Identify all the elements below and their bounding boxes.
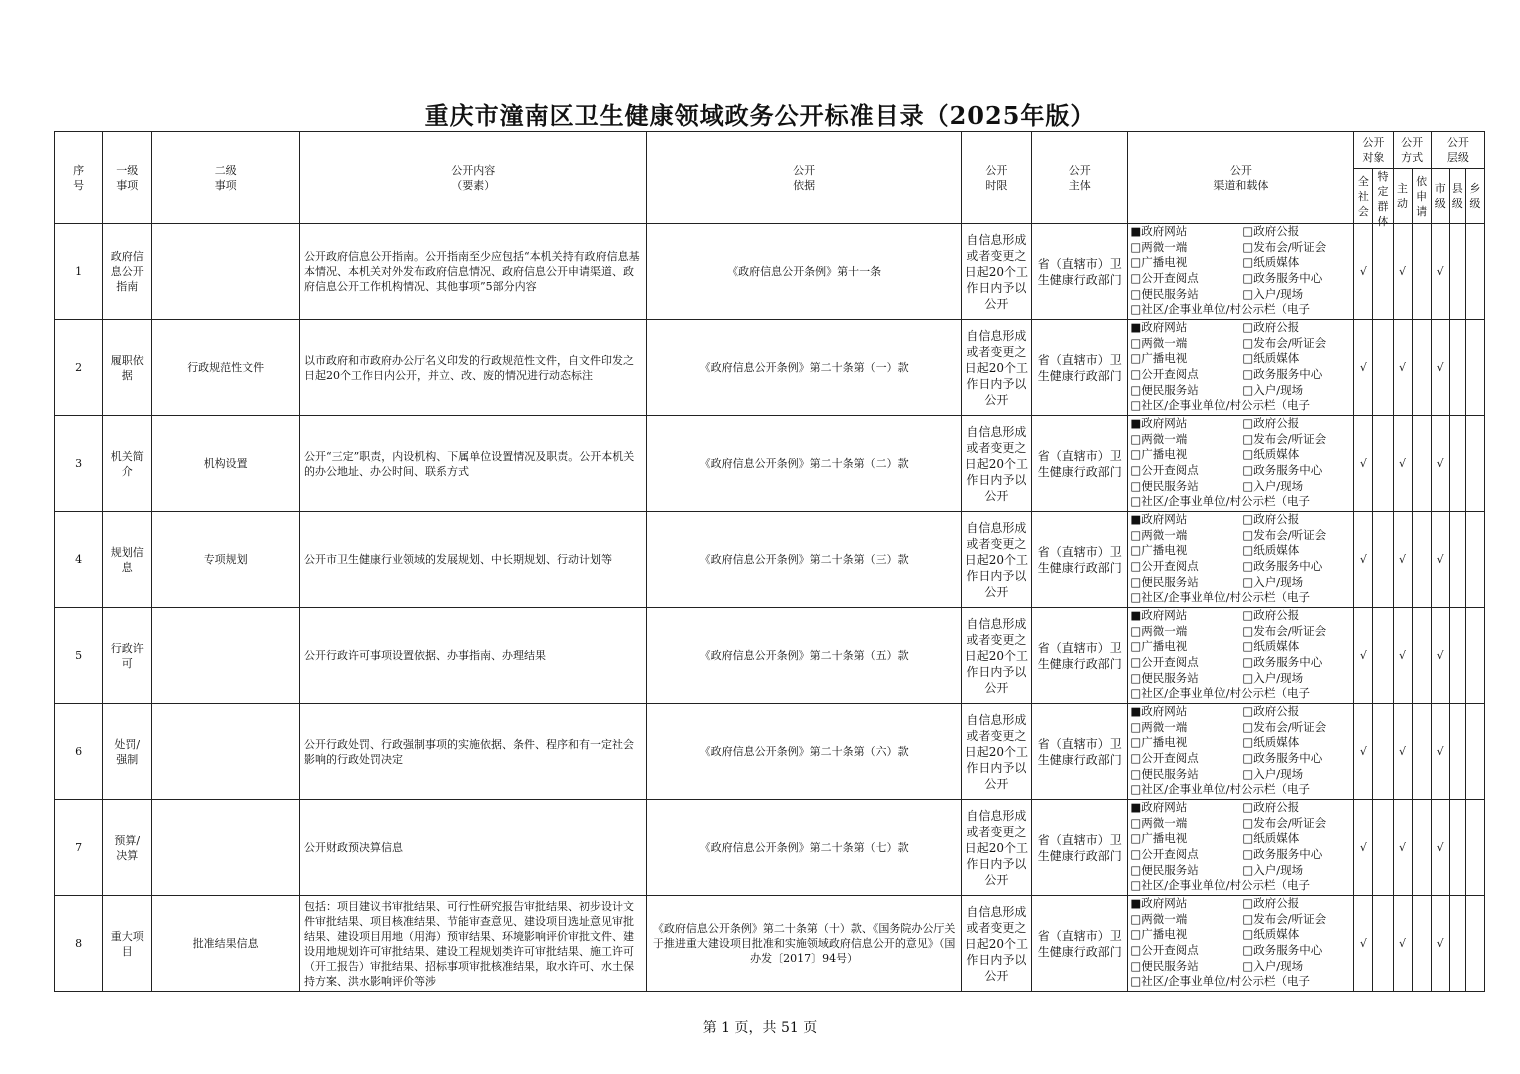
header-content-text: 公开内容 （要素） [451, 163, 496, 192]
channel-item [1242, 302, 1351, 318]
channel-item: □发布会/听证会 [1242, 431, 1327, 446]
header-level-group-text: 公开 层级 [1446, 136, 1469, 164]
header-basis [647, 132, 961, 224]
channel-item: □纸质媒体 [1242, 639, 1300, 654]
row-subject: 省（直辖市）卫生健康行政部门 [1032, 416, 1128, 512]
header-level-county: 县 级 [1449, 169, 1465, 224]
channel-item: □两微一端 [1130, 911, 1188, 926]
channel-item: □两微一端 [1130, 719, 1188, 734]
channel-item: □两微一端 [1130, 239, 1188, 254]
row-number: 8 [55, 896, 103, 992]
row-level1: 规划信息 [103, 512, 152, 608]
row-content [300, 896, 647, 992]
channel-item: □广播电视 [1130, 255, 1188, 270]
check-county [1449, 800, 1465, 896]
channel-item: □两微一端 [1130, 623, 1188, 638]
row-level1: 预算/决算 [103, 800, 152, 896]
check-county [1449, 896, 1465, 992]
channel-item: □便民服务站 [1130, 670, 1199, 685]
check-county [1449, 704, 1465, 800]
channel-item: □便民服务站 [1130, 382, 1199, 397]
row-subject: 省（直辖市）卫生健康行政部门 [1032, 800, 1128, 896]
header-level1 [103, 132, 152, 224]
header-method-active: 主 动 [1393, 169, 1412, 224]
row-content-text: 公开市卫生健康行业领域的发展规划、中长期规划、行动计划等 [304, 553, 612, 566]
header-target-group [1354, 132, 1393, 169]
row-content [300, 224, 647, 320]
channel-item: □广播电视 [1130, 447, 1188, 462]
check-county [1449, 608, 1465, 704]
row-level1: 行政许可 [103, 608, 152, 704]
row-number: 3 [55, 416, 103, 512]
table-row [55, 896, 1485, 992]
channel-item: □政府公报 [1242, 704, 1300, 718]
row-level2 [152, 704, 300, 800]
header-seq-text: 序 号 [73, 163, 85, 192]
row-content [300, 320, 647, 416]
header-level2 [152, 132, 300, 224]
channel-item: □政府公报 [1242, 416, 1300, 430]
header-seq [55, 132, 103, 224]
channel-item: □入户/现场 [1242, 862, 1304, 877]
table-row [55, 224, 1485, 320]
header-time [961, 132, 1031, 224]
check-specific-group [1373, 608, 1393, 704]
check-active: √ [1393, 608, 1412, 704]
channel-item: □便民服务站 [1130, 766, 1199, 781]
channel-item [1242, 494, 1351, 510]
check-town [1465, 320, 1484, 416]
channel-item: □公开查阅点 [1130, 654, 1199, 669]
channel-item: □社区/企事业单位/村公示栏（电子 [1130, 782, 1311, 797]
check-county [1449, 416, 1465, 512]
table-row [55, 416, 1485, 512]
row-content [300, 416, 647, 512]
channel-item: □政府公报 [1242, 320, 1300, 334]
channel-item: □政府公报 [1242, 608, 1300, 622]
channel-item [1242, 686, 1351, 702]
page-title: 重庆市潼南区卫生健康领域政务公开标准目录（2025年版） [424, 101, 1096, 130]
channel-item: ■政府网站 [1130, 704, 1188, 718]
header-time-text: 公开 时限 [985, 163, 1008, 192]
channel-item: □政务服务中心 [1242, 942, 1323, 957]
row-subject: 省（直辖市）卫生健康行政部门 [1032, 320, 1128, 416]
channel-item: □发布会/听证会 [1242, 527, 1327, 542]
channel-item: □公开查阅点 [1130, 558, 1199, 573]
header-target-specific [1373, 169, 1393, 228]
row-basis: 《政府信息公开条例》第二十条第（三）款 [647, 512, 961, 608]
check-all-society: √ [1354, 704, 1373, 800]
header-channel [1128, 132, 1354, 224]
channel-item: □两微一端 [1130, 431, 1188, 446]
row-channels [1128, 512, 1354, 608]
row-number: 2 [55, 320, 103, 416]
row-content-text: 公开行政处罚、行政强制事项的实施依据、条件、程序和有一定社会影响的行政处罚决定 [304, 737, 634, 766]
channel-item: □入户/现场 [1242, 958, 1304, 973]
row-basis: 《政府信息公开条例》第十一条 [647, 224, 961, 320]
check-active: √ [1393, 704, 1412, 800]
channel-item: □两微一端 [1130, 815, 1188, 830]
check-town [1465, 224, 1484, 320]
check-city: √ [1431, 896, 1449, 992]
check-city: √ [1431, 224, 1449, 320]
header-method-group [1393, 132, 1431, 169]
channel-item: □纸质媒体 [1242, 351, 1300, 366]
row-basis: 《政府信息公开条例》第二十条第（二）款 [647, 416, 961, 512]
row-subject: 省（直辖市）卫生健康行政部门 [1032, 512, 1128, 608]
channel-item: □政务服务中心 [1242, 462, 1323, 477]
check-all-society: √ [1354, 320, 1373, 416]
channel-item: □公开查阅点 [1130, 750, 1199, 765]
channel-item: □政府公报 [1242, 512, 1300, 526]
channel-item: □两微一端 [1130, 335, 1188, 350]
check-city: √ [1431, 704, 1449, 800]
row-level1: 处罚/强制 [103, 704, 152, 800]
check-all-society: √ [1354, 512, 1373, 608]
row-basis: 《政府信息公开条例》第二十条第（七）款 [647, 800, 961, 896]
row-channels [1128, 416, 1354, 512]
channel-item: □公开查阅点 [1130, 366, 1199, 381]
row-content [300, 608, 647, 704]
check-town [1465, 704, 1484, 800]
channel-item: ■政府网站 [1130, 320, 1188, 334]
row-level1: 重大项目 [103, 896, 152, 992]
row-level2 [152, 608, 300, 704]
check-specific-group [1373, 320, 1393, 416]
row-content [300, 704, 647, 800]
channel-item: □便民服务站 [1130, 286, 1199, 301]
row-level2: 批准结果信息 [152, 896, 300, 992]
check-town [1465, 416, 1484, 512]
channel-item: □便民服务站 [1130, 958, 1199, 973]
channel-item: □政府公报 [1242, 224, 1300, 238]
channel-item: □纸质媒体 [1242, 927, 1300, 942]
row-content-text: 公开行政许可事项设置依据、办事指南、办理结果 [304, 649, 546, 662]
header-level1-text: 一级 事项 [116, 163, 139, 192]
channel-item: □入户/现场 [1242, 478, 1304, 493]
check-specific-group [1373, 800, 1393, 896]
header-level-city: 市 级 [1431, 169, 1449, 224]
channel-item: □发布会/听证会 [1242, 911, 1327, 926]
channel-item: ■政府网站 [1130, 896, 1188, 910]
check-active: √ [1393, 800, 1412, 896]
row-subject: 省（直辖市）卫生健康行政部门 [1032, 704, 1128, 800]
row-basis: 《政府信息公开条例》第二十条第（一）款 [647, 320, 961, 416]
check-town [1465, 608, 1484, 704]
row-content-text: 公开政府信息公开指南。公开指南至少应包括“本机关持有政府信息基本情况、本机关对外发布政府信息情况、政府信息公开申请渠道、政府信息公开工作机构情况、其他事项”5部分内容 [304, 250, 640, 293]
check-apply [1412, 416, 1431, 512]
row-channels [1128, 608, 1354, 704]
table-row [55, 704, 1485, 800]
header-target-group-text: 公开 对象 [1362, 136, 1385, 164]
check-specific-group [1373, 512, 1393, 608]
check-specific-group [1373, 224, 1393, 320]
check-apply [1412, 896, 1431, 992]
row-subject: 省（直辖市）卫生健康行政部门 [1032, 608, 1128, 704]
channel-item: □纸质媒体 [1242, 543, 1300, 558]
row-content-text: 公开“三定”职责，内设机构、下属单位设置情况及职责。公开本机关的办公地址、办公时间、联系方式 [304, 449, 635, 478]
channel-item: □纸质媒体 [1242, 447, 1300, 462]
check-apply [1412, 320, 1431, 416]
channel-item [1242, 398, 1351, 414]
table-row [55, 320, 1485, 416]
catalog-table [54, 131, 1485, 992]
channel-item: □便民服务站 [1130, 574, 1199, 589]
row-channels [1128, 800, 1354, 896]
row-basis: 《政府信息公开条例》第二十条第（六）款 [647, 704, 961, 800]
row-level2: 行政规范性文件 [152, 320, 300, 416]
check-all-society: √ [1354, 416, 1373, 512]
channel-item: □社区/企事业单位/村公示栏（电子 [1130, 302, 1311, 317]
channel-item: □公开查阅点 [1130, 462, 1199, 477]
header-level-town: 乡 级 [1465, 169, 1484, 224]
channel-item: □社区/企事业单位/村公示栏（电子 [1130, 686, 1311, 701]
channel-item [1242, 878, 1351, 894]
channel-item: □公开查阅点 [1130, 846, 1199, 861]
channel-item: □入户/现场 [1242, 286, 1304, 301]
check-county [1449, 512, 1465, 608]
channel-item: □入户/现场 [1242, 766, 1304, 781]
check-active: √ [1393, 512, 1412, 608]
check-apply [1412, 512, 1431, 608]
row-time: 自信息形成 或者变更之 日起20个工 作日内予以 公开 [961, 896, 1031, 992]
row-number: 7 [55, 800, 103, 896]
channel-item: □入户/现场 [1242, 382, 1304, 397]
channel-item: □社区/企事业单位/村公示栏（电子 [1130, 878, 1311, 893]
channel-item [1242, 782, 1351, 798]
channel-item: □公开查阅点 [1130, 942, 1199, 957]
channel-item: □政务服务中心 [1242, 750, 1323, 765]
channel-item: □社区/企事业单位/村公示栏（电子 [1130, 590, 1311, 605]
check-specific-group [1373, 704, 1393, 800]
check-active: √ [1393, 320, 1412, 416]
row-level1: 政府信息公开指南 [103, 224, 152, 320]
row-level2 [152, 224, 300, 320]
check-apply [1412, 224, 1431, 320]
channel-item: □社区/企事业单位/村公示栏（电子 [1130, 974, 1311, 989]
row-subject: 省（直辖市）卫生健康行政部门 [1032, 224, 1128, 320]
channel-item: □广播电视 [1130, 351, 1188, 366]
check-town [1465, 800, 1484, 896]
row-number: 6 [55, 704, 103, 800]
row-number: 4 [55, 512, 103, 608]
check-active: √ [1393, 224, 1412, 320]
channel-item: □发布会/听证会 [1242, 815, 1327, 830]
channel-item: □广播电视 [1130, 639, 1188, 654]
row-subject: 省（直辖市）卫生健康行政部门 [1032, 896, 1128, 992]
row-time: 自信息形成 或者变更之 日起20个工 作日内予以 公开 [961, 224, 1031, 320]
row-time: 自信息形成 或者变更之 日起20个工 作日内予以 公开 [961, 416, 1031, 512]
channel-item: □入户/现场 [1242, 670, 1304, 685]
header-basis-text: 公开 依据 [793, 163, 816, 192]
channel-item: □政务服务中心 [1242, 558, 1323, 573]
check-active: √ [1393, 896, 1412, 992]
check-county [1449, 320, 1465, 416]
row-channels [1128, 320, 1354, 416]
check-active: √ [1393, 416, 1412, 512]
row-level2 [152, 800, 300, 896]
channel-item: □社区/企事业单位/村公示栏（电子 [1130, 398, 1311, 413]
header-subject-text: 公开 主体 [1068, 163, 1091, 192]
channel-item: ■政府网站 [1130, 512, 1188, 526]
channel-item [1242, 974, 1351, 990]
row-time: 自信息形成 或者变更之 日起20个工 作日内予以 公开 [961, 512, 1031, 608]
row-time: 自信息形成 或者变更之 日起20个工 作日内予以 公开 [961, 800, 1031, 896]
check-all-society: √ [1354, 800, 1373, 896]
check-specific-group [1373, 896, 1393, 992]
channel-item: □纸质媒体 [1242, 831, 1300, 846]
row-channels [1128, 704, 1354, 800]
row-content-text: 以市政府和市政府办公厅名义印发的行政规范性文件，自文件印发之日起20个工作日内公开，并立、改、废的情况进行动态标注 [304, 353, 634, 382]
row-level2: 专项规划 [152, 512, 300, 608]
check-apply [1412, 800, 1431, 896]
row-level1: 机关简介 [103, 416, 152, 512]
header-method-group-text: 公开 方式 [1401, 136, 1424, 164]
check-apply [1412, 608, 1431, 704]
channel-item: □发布会/听证会 [1242, 335, 1327, 350]
row-basis: 《政府信息公开条例》第二十条第（十）款、《国务院办公厅关于推进重大建设项目批准和实施领域政府信息公开的意见》（国办发〔2017〕94号） [647, 896, 961, 992]
channel-item: □发布会/听证会 [1242, 239, 1327, 254]
channel-item: ■政府网站 [1130, 416, 1188, 430]
header-subject [1032, 132, 1128, 224]
channel-item: □广播电视 [1130, 543, 1188, 558]
channel-item: □广播电视 [1130, 735, 1188, 750]
channel-item: □广播电视 [1130, 927, 1188, 942]
channel-item: ■政府网站 [1130, 608, 1188, 622]
check-specific-group [1373, 416, 1393, 512]
catalog-body [55, 224, 1485, 992]
check-city: √ [1431, 800, 1449, 896]
row-time: 自信息形成 或者变更之 日起20个工 作日内予以 公开 [961, 608, 1031, 704]
header-target-all: 全 社 会 [1354, 169, 1373, 224]
row-content [300, 800, 647, 896]
check-city: √ [1431, 608, 1449, 704]
channel-item: □入户/现场 [1242, 574, 1304, 589]
channel-item: □纸质媒体 [1242, 255, 1300, 270]
check-city: √ [1431, 512, 1449, 608]
channel-item [1242, 590, 1351, 606]
channel-item: □便民服务站 [1130, 478, 1199, 493]
header-level-group [1431, 132, 1484, 169]
row-channels [1128, 896, 1354, 992]
channel-item: ■政府网站 [1130, 224, 1188, 238]
channel-item: □政务服务中心 [1242, 654, 1323, 669]
row-number: 1 [55, 224, 103, 320]
channel-item: □广播电视 [1130, 831, 1188, 846]
channel-item: □公开查阅点 [1130, 270, 1199, 285]
row-channels [1128, 224, 1354, 320]
channel-item: □政务服务中心 [1242, 270, 1323, 285]
channel-item: □便民服务站 [1130, 862, 1199, 877]
row-content [300, 512, 647, 608]
header-target-specific-text: 特 定 群 体 [1377, 170, 1389, 228]
check-all-society: √ [1354, 608, 1373, 704]
row-basis: 《政府信息公开条例》第二十条第（五）款 [647, 608, 961, 704]
header-level2-text: 二级 事项 [214, 163, 237, 192]
check-city: √ [1431, 416, 1449, 512]
page-footer: 第 1 页，共 51 页 [702, 1020, 818, 1036]
channel-item: □发布会/听证会 [1242, 719, 1327, 734]
row-level2: 机构设置 [152, 416, 300, 512]
table-row [55, 800, 1485, 896]
header-channel-text: 公开 渠道和载体 [1213, 163, 1269, 192]
check-all-society: √ [1354, 896, 1373, 992]
channel-item: □政府公报 [1242, 896, 1300, 910]
row-time: 自信息形成 或者变更之 日起20个工 作日内予以 公开 [961, 320, 1031, 416]
table-row [55, 512, 1485, 608]
check-all-society: √ [1354, 224, 1373, 320]
check-city: √ [1431, 320, 1449, 416]
row-time: 自信息形成 或者变更之 日起20个工 作日内予以 公开 [961, 704, 1031, 800]
check-apply [1412, 704, 1431, 800]
channel-item: □两微一端 [1130, 527, 1188, 542]
channel-item: □发布会/听证会 [1242, 623, 1327, 638]
header-content [300, 132, 647, 224]
check-town [1465, 512, 1484, 608]
channel-item: ■政府网站 [1130, 800, 1188, 814]
row-number: 5 [55, 608, 103, 704]
check-county [1449, 224, 1465, 320]
row-content-text: 公开财政预决算信息 [304, 841, 403, 854]
table-row [55, 608, 1485, 704]
channel-item: □社区/企事业单位/村公示栏（电子 [1130, 494, 1311, 509]
row-content-text: 包括：项目建议书审批结果、可行性研究报告审批结果、初步设计文件审批结果、项目核准结果、节能审查意见、建设项目选址意见审批结果、建设项目用地（用海）预审结果、环境影响评价审批文件、建设用地规划许可审批结果、建设工程规划类许可审批结果、施工许可（开工报告）审批结果、招标事项审批核准结果，取水许可、水土保持方案、洪水影响评价等涉 [304, 899, 634, 988]
channel-item: □政府公报 [1242, 800, 1300, 814]
header-method-apply: 依 申 请 [1412, 169, 1431, 224]
row-level1: 履职依据 [103, 320, 152, 416]
check-town [1465, 896, 1484, 992]
channel-item: □政务服务中心 [1242, 846, 1323, 861]
channel-item: □政务服务中心 [1242, 366, 1323, 381]
channel-item: □纸质媒体 [1242, 735, 1300, 750]
